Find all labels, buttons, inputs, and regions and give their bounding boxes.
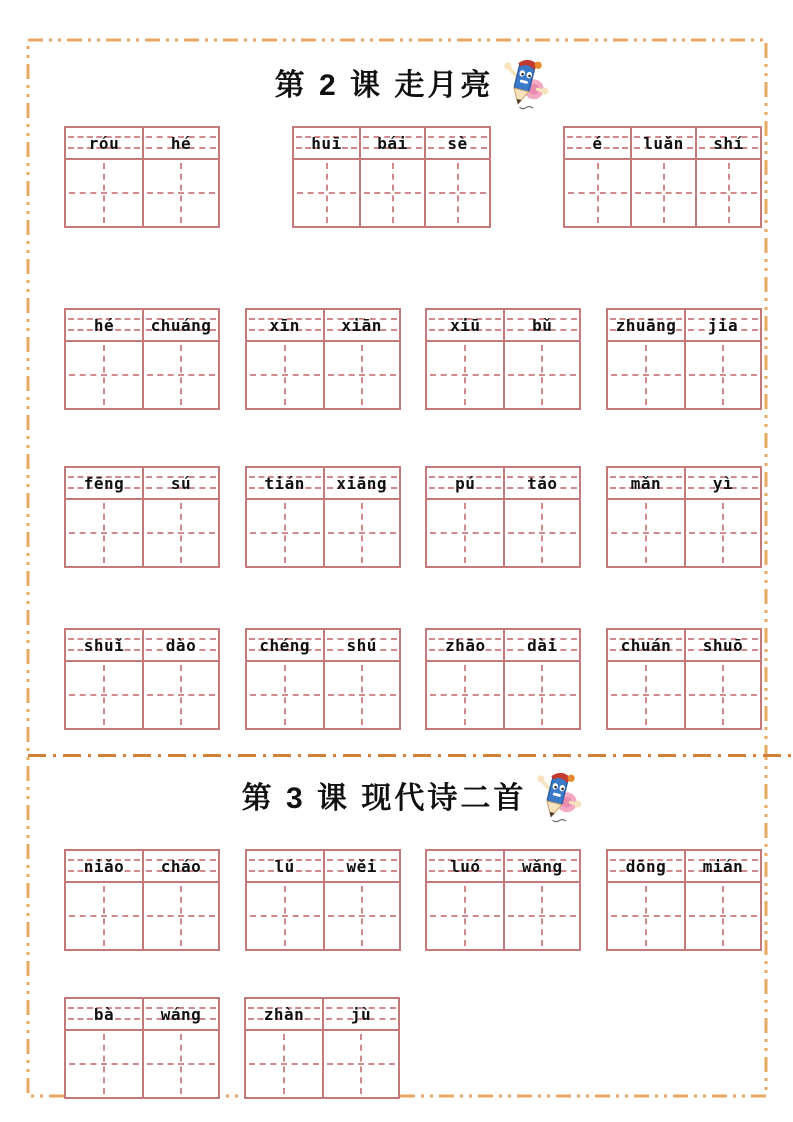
word-grid (606, 628, 762, 730)
character-practice-cell (66, 1031, 142, 1097)
character-practice-cell (359, 160, 424, 226)
character-practice-cell (608, 883, 684, 949)
pinyin-cell (424, 128, 489, 158)
word-grid (64, 628, 220, 730)
pinyin-cell (427, 310, 503, 340)
character-practice-cell (608, 342, 684, 408)
pinyin-cell (323, 630, 399, 660)
section-title-row (64, 52, 762, 112)
pinyin-syllable: luǎn (643, 133, 684, 153)
pinyin-cell (247, 468, 323, 498)
section-title: 第 2 课 走月亮 (274, 69, 494, 102)
cell-center-horizontal-dash (328, 532, 396, 534)
pinyin-syllable: shú (346, 635, 377, 655)
pinyin-cell (323, 310, 399, 340)
cell-center-horizontal-dash (635, 192, 692, 194)
cell-center-horizontal-dash (430, 694, 500, 696)
pinyin-guide-row (608, 468, 760, 500)
pinyin-syllable: jù (350, 1004, 372, 1024)
pinyin-guide-row (66, 310, 218, 342)
cell-center-horizontal-dash (328, 915, 396, 917)
pinyin-syllable: fēng (83, 473, 125, 493)
pinyin-cell (247, 630, 323, 660)
character-practice-row (66, 160, 218, 226)
pinyin-syllable: bái (377, 133, 408, 153)
cell-center-horizontal-dash (327, 1063, 395, 1065)
pinyin-guide-row (427, 630, 579, 662)
character-practice-cell (142, 662, 218, 728)
pinyin-syllable: luó (450, 856, 481, 876)
pinyin-cell (503, 630, 579, 660)
pinyin-cell (142, 310, 218, 340)
pinyin-syllable: chuán (620, 635, 672, 655)
word-grid (245, 849, 401, 951)
word-grid (606, 466, 762, 568)
pinyin-guide-row (427, 851, 579, 883)
word-grid (64, 308, 220, 410)
pinyin-syllable: chéng (259, 635, 310, 655)
worksheet-content (64, 40, 762, 1099)
character-practice-cell (247, 342, 323, 408)
pinyin-syllable: zhuāng (615, 315, 677, 335)
character-practice-cell (608, 500, 684, 566)
pinyin-guide-row (66, 128, 218, 160)
pinyin-guide-row (247, 630, 399, 662)
cell-center-horizontal-dash (69, 374, 139, 376)
character-practice-cell (323, 662, 399, 728)
cell-center-horizontal-dash (429, 192, 486, 194)
word-grid (425, 849, 581, 951)
cell-center-horizontal-dash (69, 694, 139, 696)
character-practice-cell (66, 883, 142, 949)
character-practice-row (246, 1031, 398, 1097)
pinyin-syllable: é (592, 133, 603, 153)
section-divider (28, 754, 793, 757)
cell-center-horizontal-dash (689, 532, 757, 534)
pinyin-cell (66, 999, 142, 1029)
pinyin-syllable: hé (93, 315, 115, 335)
cell-center-horizontal-dash (689, 915, 757, 917)
pinyin-syllable: shuǐ (83, 635, 125, 655)
pinyin-cell (66, 630, 142, 660)
character-practice-cell (142, 1031, 218, 1097)
pinyin-guide-row (66, 851, 218, 883)
cell-center-horizontal-dash (430, 374, 500, 376)
cell-center-horizontal-dash (147, 915, 215, 917)
pencil-mascot-icon (530, 767, 584, 825)
pinyin-cell (323, 468, 399, 498)
pinyin-cell (565, 128, 630, 158)
pinyin-syllable: zhàn (263, 1004, 305, 1024)
pinyin-cell (359, 128, 424, 158)
pinyin-guide-row (66, 630, 218, 662)
cell-center-horizontal-dash (250, 694, 320, 696)
word-grid (64, 849, 220, 951)
character-practice-cell (323, 883, 399, 949)
character-practice-cell (247, 500, 323, 566)
cell-center-horizontal-dash (364, 192, 421, 194)
pinyin-cell (66, 128, 142, 158)
pinyin-guide-row (608, 851, 760, 883)
cell-center-horizontal-dash (69, 1063, 139, 1065)
pinyin-syllable: wǎng (522, 856, 563, 876)
word-grid (606, 308, 762, 410)
character-practice-row (294, 160, 489, 226)
pinyin-syllable: hé (170, 133, 192, 153)
pinyin-guide-row (247, 310, 399, 342)
cell-center-horizontal-dash (611, 532, 681, 534)
character-practice-cell (66, 160, 142, 226)
pinyin-syllable: dào (165, 635, 197, 655)
word-grid (606, 849, 762, 951)
pinyin-syllable: zhāo (445, 635, 486, 655)
pinyin-cell (503, 851, 579, 881)
character-practice-cell (630, 160, 695, 226)
pinyin-syllable: lú (274, 856, 295, 876)
character-practice-cell (66, 500, 142, 566)
character-practice-cell (427, 662, 503, 728)
word-grid-row (64, 466, 762, 568)
character-practice-cell (323, 342, 399, 408)
pinyin-cell (684, 310, 760, 340)
character-practice-row (247, 662, 399, 728)
character-practice-cell (142, 160, 218, 226)
character-practice-row (66, 883, 218, 949)
pinyin-cell (427, 468, 503, 498)
character-practice-row (608, 662, 760, 728)
pinyin-guide-row (66, 468, 218, 500)
cell-center-horizontal-dash (328, 694, 396, 696)
word-grid-row (64, 628, 762, 730)
section-title: 第 3 课 现代诗二首 (241, 782, 527, 815)
character-practice-cell (294, 160, 359, 226)
pinyin-cell (503, 468, 579, 498)
pinyin-cell (427, 851, 503, 881)
character-practice-row (565, 160, 760, 226)
pinyin-cell (247, 310, 323, 340)
character-practice-cell (142, 883, 218, 949)
word-grid-row (64, 308, 762, 410)
character-practice-cell (427, 500, 503, 566)
character-practice-row (427, 662, 579, 728)
cell-center-horizontal-dash (430, 915, 500, 917)
character-practice-cell (608, 662, 684, 728)
cell-center-horizontal-dash (328, 374, 396, 376)
cell-center-horizontal-dash (147, 1063, 215, 1065)
word-grid (245, 466, 401, 568)
pinyin-cell (322, 999, 398, 1029)
character-practice-row (427, 883, 579, 949)
pinyin-cell (684, 851, 760, 881)
pinyin-syllable: niǎo (83, 856, 125, 876)
cell-center-horizontal-dash (508, 915, 576, 917)
word-grid (245, 628, 401, 730)
character-practice-cell (503, 500, 579, 566)
word-grid-row (64, 997, 762, 1099)
pinyin-guide-row (294, 128, 489, 160)
cell-center-horizontal-dash (689, 374, 757, 376)
word-grid (64, 997, 220, 1099)
character-practice-cell (247, 883, 323, 949)
word-grid (425, 466, 581, 568)
pinyin-cell (66, 310, 142, 340)
character-practice-cell (66, 342, 142, 408)
cell-center-horizontal-dash (250, 915, 320, 917)
pinyin-guide-row (427, 310, 579, 342)
cell-center-horizontal-dash (147, 192, 215, 194)
character-practice-cell (684, 500, 760, 566)
cell-center-horizontal-dash (147, 694, 215, 696)
word-grid-row (64, 849, 762, 951)
cell-center-horizontal-dash (689, 694, 757, 696)
pinyin-syllable: shí (713, 133, 744, 153)
word-grid (245, 308, 401, 410)
pinyin-syllable: sè (447, 133, 468, 153)
pencil-mascot-icon (497, 54, 551, 112)
cell-center-horizontal-dash (611, 694, 681, 696)
pinyin-cell (142, 999, 218, 1029)
pinyin-cell (66, 851, 142, 881)
cell-center-horizontal-dash (297, 192, 356, 194)
cell-center-horizontal-dash (700, 192, 757, 194)
pinyin-syllable: shuō (702, 635, 744, 655)
word-grid (292, 126, 491, 228)
pinyin-cell (142, 630, 218, 660)
character-practice-cell (684, 662, 760, 728)
pinyin-cell (608, 468, 684, 498)
cell-center-horizontal-dash (508, 374, 576, 376)
character-practice-cell (247, 662, 323, 728)
cell-center-horizontal-dash (250, 532, 320, 534)
pinyin-cell (246, 999, 322, 1029)
character-practice-cell (66, 662, 142, 728)
pinyin-cell (608, 630, 684, 660)
character-practice-cell (565, 160, 630, 226)
character-practice-cell (142, 500, 218, 566)
character-practice-cell (142, 342, 218, 408)
pinyin-syllable: cháo (160, 856, 202, 876)
character-practice-cell (323, 500, 399, 566)
pinyin-syllable: xiāng (336, 473, 387, 493)
word-grid (64, 466, 220, 568)
cell-center-horizontal-dash (147, 374, 215, 376)
pinyin-syllable: xiān (341, 315, 382, 335)
pinyin-cell (294, 128, 359, 158)
character-practice-cell (427, 342, 503, 408)
word-grid (425, 308, 581, 410)
pinyin-guide-row (247, 468, 399, 500)
pinyin-syllable: wáng (160, 1004, 202, 1024)
word-grid (244, 997, 400, 1099)
pinyin-guide-row (427, 468, 579, 500)
pinyin-syllable: mián (702, 856, 744, 876)
pinyin-cell (695, 128, 760, 158)
pinyin-cell (608, 310, 684, 340)
pinyin-syllable: yì (712, 473, 734, 493)
character-practice-cell (684, 883, 760, 949)
character-practice-cell (427, 883, 503, 949)
character-practice-row (608, 883, 760, 949)
character-practice-row (427, 500, 579, 566)
pinyin-syllable: tián (264, 473, 305, 493)
pinyin-guide-row (565, 128, 760, 160)
character-practice-cell (503, 662, 579, 728)
character-practice-row (66, 662, 218, 728)
character-practice-cell (322, 1031, 398, 1097)
pinyin-syllable: chuáng (150, 315, 212, 335)
pinyin-syllable: dōng (625, 856, 667, 876)
pinyin-syllable: sú (170, 473, 192, 493)
cell-center-horizontal-dash (250, 374, 320, 376)
pinyin-syllable: bǔ (532, 315, 553, 335)
cell-center-horizontal-dash (611, 374, 681, 376)
character-practice-row (608, 342, 760, 408)
pinyin-syllable: jia (707, 315, 739, 335)
character-practice-row (66, 500, 218, 566)
pinyin-syllable: róu (88, 133, 120, 153)
character-practice-cell (503, 883, 579, 949)
section-title-row (64, 765, 762, 825)
pinyin-syllable: dài (527, 635, 558, 655)
character-practice-cell (424, 160, 489, 226)
pinyin-cell (684, 468, 760, 498)
cell-center-horizontal-dash (69, 915, 139, 917)
pinyin-syllable: huī (311, 133, 342, 153)
pinyin-cell (323, 851, 399, 881)
pinyin-syllable: pú (455, 473, 476, 493)
pinyin-cell (142, 128, 218, 158)
lesson-section (64, 52, 762, 730)
pinyin-guide-row (608, 630, 760, 662)
pinyin-syllable: wěi (346, 856, 377, 876)
cell-center-horizontal-dash (568, 192, 627, 194)
pinyin-cell (142, 468, 218, 498)
word-grid (563, 126, 762, 228)
pinyin-cell (247, 851, 323, 881)
pinyin-guide-row (66, 999, 218, 1031)
character-practice-row (247, 883, 399, 949)
character-practice-row (247, 500, 399, 566)
cell-center-horizontal-dash (508, 532, 576, 534)
character-practice-row (66, 1031, 218, 1097)
character-practice-row (66, 342, 218, 408)
word-grid-row (64, 126, 762, 228)
character-practice-row (427, 342, 579, 408)
cell-center-horizontal-dash (430, 532, 500, 534)
character-practice-cell (503, 342, 579, 408)
pinyin-cell (503, 310, 579, 340)
word-grid (425, 628, 581, 730)
pinyin-guide-row (246, 999, 398, 1031)
pinyin-cell (142, 851, 218, 881)
pinyin-guide-row (608, 310, 760, 342)
cell-center-horizontal-dash (69, 532, 139, 534)
character-practice-row (608, 500, 760, 566)
character-practice-cell (684, 342, 760, 408)
cell-center-horizontal-dash (508, 694, 576, 696)
cell-center-horizontal-dash (69, 192, 139, 194)
pinyin-cell (66, 468, 142, 498)
pinyin-guide-row (247, 851, 399, 883)
pinyin-syllable: xīn (269, 315, 300, 335)
cell-center-horizontal-dash (147, 532, 215, 534)
pinyin-syllable: xiū (450, 315, 481, 335)
word-grid (64, 126, 220, 228)
pinyin-cell (608, 851, 684, 881)
character-practice-row (247, 342, 399, 408)
pinyin-syllable: mǎn (630, 473, 662, 493)
pinyin-cell (427, 630, 503, 660)
pinyin-syllable: bà (93, 1004, 115, 1024)
character-practice-cell (695, 160, 760, 226)
lesson-section (64, 765, 762, 1099)
pinyin-cell (684, 630, 760, 660)
cell-center-horizontal-dash (611, 915, 681, 917)
pinyin-cell (630, 128, 695, 158)
character-practice-cell (246, 1031, 322, 1097)
cell-center-horizontal-dash (249, 1063, 319, 1065)
pinyin-syllable: táo (527, 473, 558, 493)
